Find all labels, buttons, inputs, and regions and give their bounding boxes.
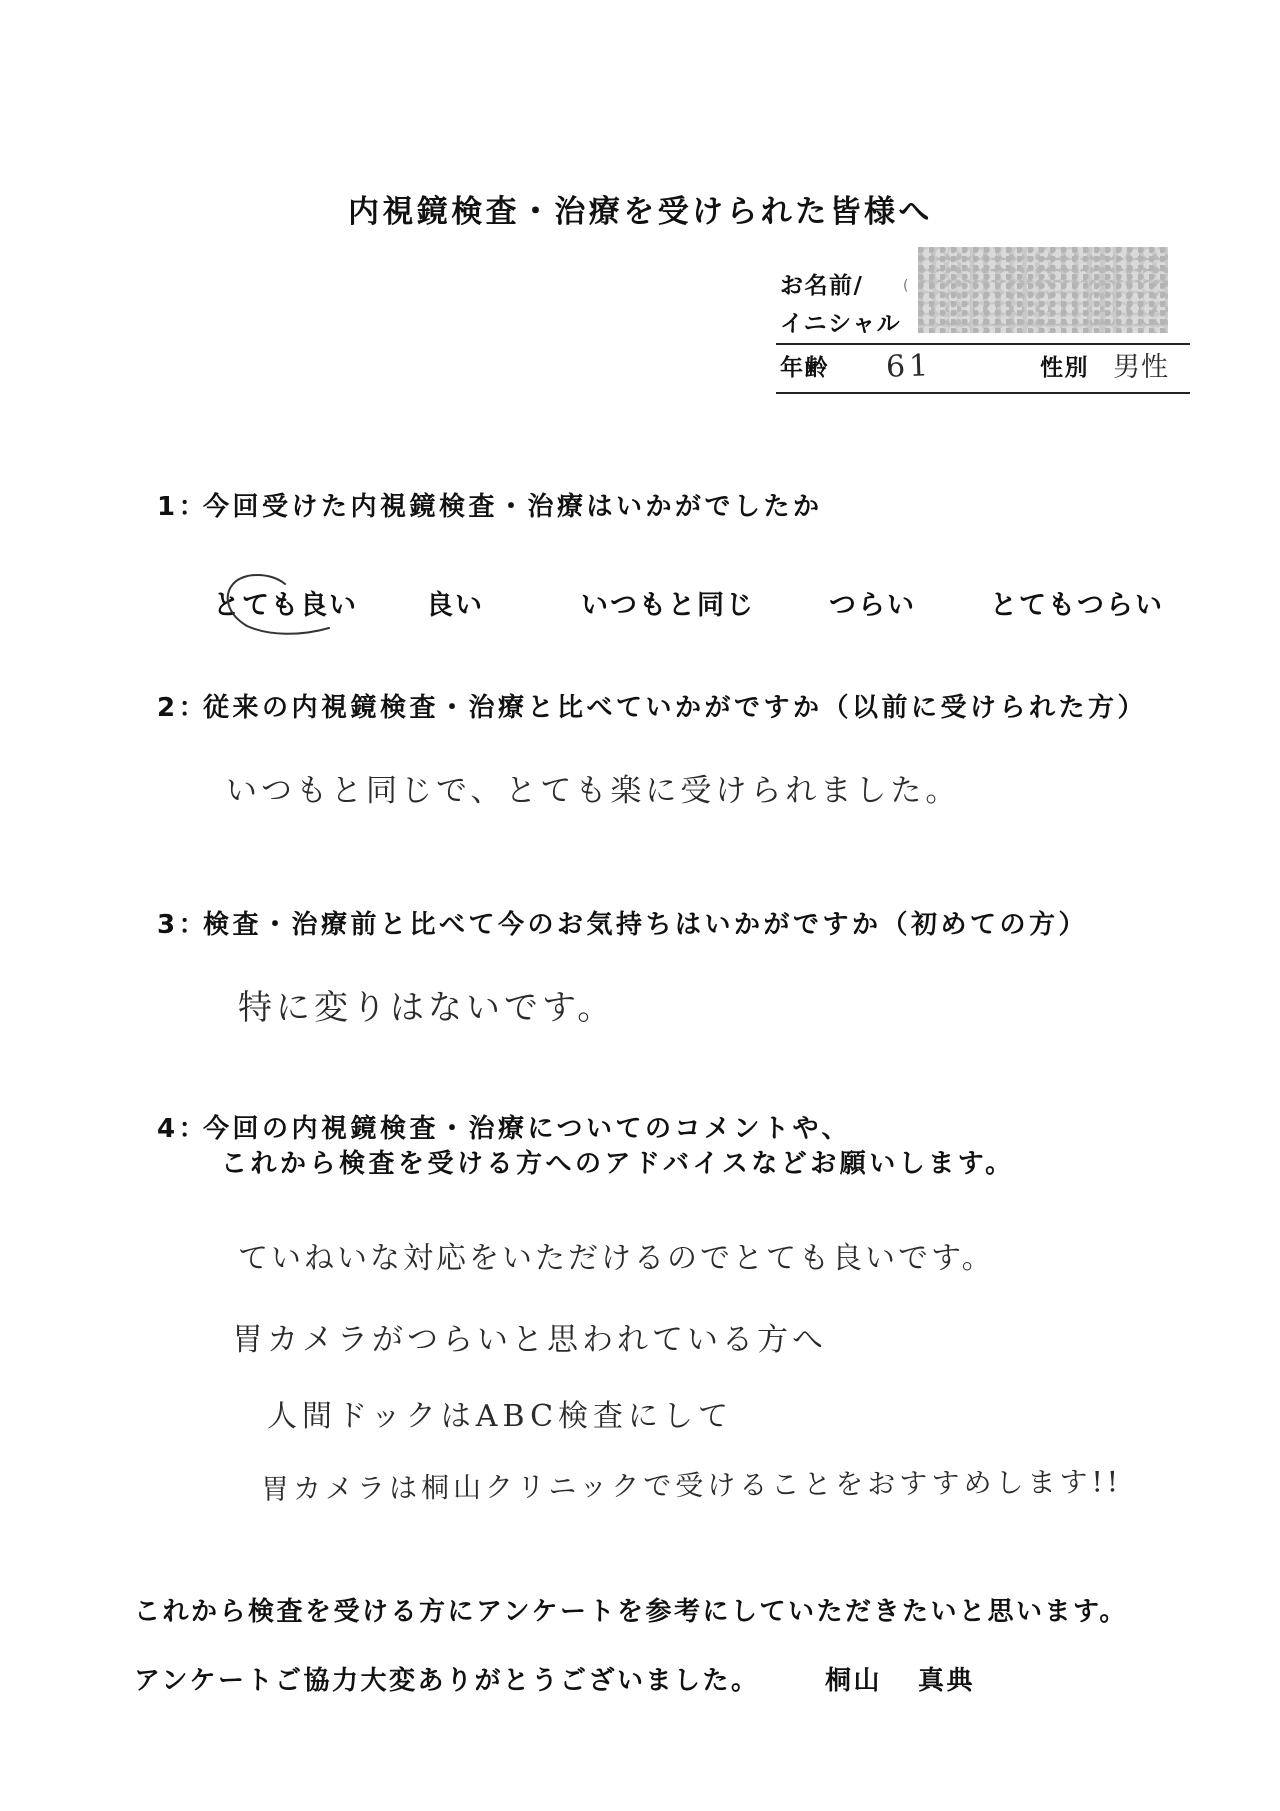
question-text: 今回受けた内視鏡検査・治療はいかがでしたか <box>203 492 823 522</box>
handwritten-circle-mark <box>213 568 343 648</box>
signature-given-name: 真典 <box>918 1666 976 1696</box>
question-text: 今回の内視鏡検査・治療についてのコメントや、 <box>203 1114 851 1144</box>
closing-request: これから検査を受ける方にアンケートを参考にしていただきたいと思います。 <box>134 1597 1128 1627</box>
question-number: 1： <box>157 492 209 522</box>
handwritten-answer: 人間ドックはABC検査にして <box>267 1399 734 1434</box>
question-number: 2： <box>157 693 209 723</box>
gender-label: 性別 <box>1040 355 1089 381</box>
answer-option: つらい <box>829 590 916 621</box>
answer-option: とても良い <box>213 590 358 621</box>
handwritten-answer: 胃カメラは桐山クリニックで受けることをおすすめします!! <box>260 1465 1123 1506</box>
handwritten-answer: いつもと同じで、とても楽に受けられました。 <box>226 773 961 809</box>
initial-label: イニシャル <box>780 311 902 337</box>
gender-value: 男性 <box>1113 352 1169 383</box>
handwritten-answer: 特に変りはないです。 <box>238 988 616 1028</box>
answer-option: 良い <box>426 590 484 621</box>
question-number: 3： <box>157 910 209 940</box>
name-label: お名前/ <box>780 273 864 299</box>
answer-option: とてもつらい <box>990 590 1164 621</box>
handwritten-answer: ていねいな対応をいただけるのでとても良いです。 <box>238 1241 995 1276</box>
question-text: 従来の内視鏡検査・治療と比べていかがですか（以前に受けられた方） <box>203 693 1148 723</box>
age-value: 61 <box>885 348 933 385</box>
question-text-continued: これから検査を受ける方へのアドバイスなどお願いします。 <box>221 1149 1015 1179</box>
age-underline <box>776 392 1190 394</box>
redacted-name-block <box>918 247 1168 333</box>
closing-thanks: アンケートご協力大変ありがとうございました。 <box>134 1666 760 1696</box>
question-number: 4： <box>157 1114 209 1144</box>
question-text: 検査・治療前と比べて今のお気持ちはいかがですか（初めての方） <box>203 910 1089 940</box>
signature-family-name: 桐山 <box>825 1666 883 1696</box>
page-title: 内視鏡検査・治療を受けられた皆様へ <box>348 194 933 230</box>
name-bracket: ( <box>903 278 909 294</box>
answer-option: いつもと同じ <box>581 590 755 621</box>
age-label: 年齢 <box>780 355 829 381</box>
handwritten-answer: 胃カメラがつらいと思われている方へ <box>232 1322 827 1358</box>
name-underline <box>776 343 1190 345</box>
